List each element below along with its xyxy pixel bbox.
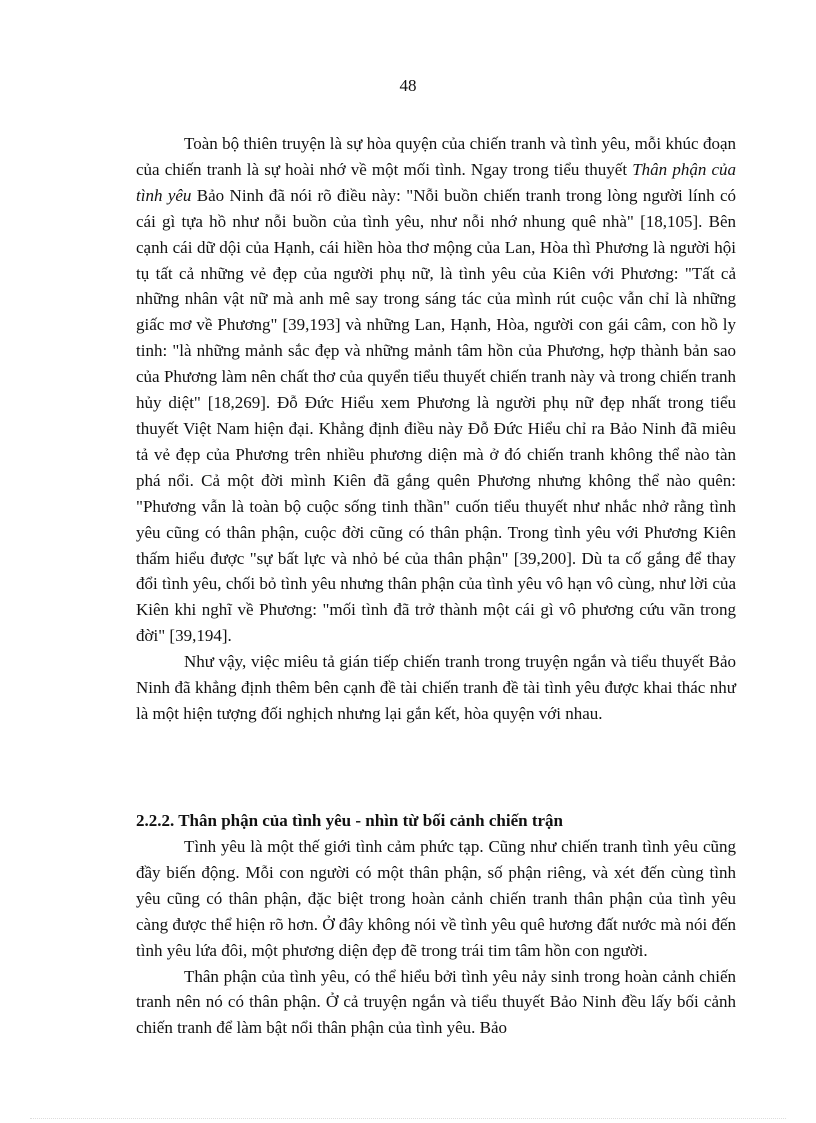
paragraph: [136, 131, 736, 649]
paragraph: Thân phận của tình yêu, có thể hiểu bởi tình yêu nảy sinh trong hoàn cảnh chiến tranh nên nó có thân phận. Ở cả truyện ngắn và tiểu thuyết Bảo Ninh đều lấy bối cảnh chiến tranh để làm bật nổi thân phận của tình yêu. Bảo: [136, 966, 736, 1038]
section-body-1: [136, 131, 736, 727]
book-title: Thân phận của tình yêu: [136, 159, 737, 205]
paragraph-text: Bảo Ninh đã nói rõ điều này: "Nỗi buồn chiến tranh trong lòng người lính có cái gì tựa hồ như nỗi buồn của tình yêu, như nỗi nhớ nhung quê nhà" [18,105]. Bên cạnh cái dữ dội của Hạnh, cái hiền hòa thơ mộng của Lan, Hòa thì Phương là người hội tụ tất cả những vẻ đẹp của người phụ nữ, là tình yêu của Kiên với Phương: "Tất cả những nhân vật nữ mà anh mê say trong sáng tác của mình rút cuộc vẫn chỉ là những giấc mơ về Phương" [39,193] và những Lan, Hạnh, Hòa, người con gái câm, con hồ ly tinh: "là những mảnh sắc đẹp và những mảnh tâm hồn của Phương, hợp thành bản sao của Phương làm nên chất thơ của quyển tiểu thuyết chiến tranh này và trong chiến tranh hủy diệt" [18,269]. Đỗ Đức Hiểu xem Phương là người phụ nữ đẹp nhất trong tiểu thuyết Việt Nam hiện đại. Khẳng định điều này Đỗ Đức Hiểu chỉ ra Bảo Ninh đã miêu tả vẻ đẹp của Phương trên nhiều phương diện mà ở đó chiến tranh không thể nào tàn phá nổi. Cả một đời mình Kiên đã gắng quên Phương nhưng không thể nào quên: "Phương vẫn là toàn bộ cuộc sống tinh thần" cuốn tiểu thuyết như nhắc nhở rằng tình yêu cũng có thân phận, cuộc đời cũng có thân phận. Trong tình yêu với Phương Kiên thấm hiểu được "sự bất lực và nhỏ bé của thân phận" [39,200]. Dù ta cố gắng để thay đổi tình yêu, chối bỏ tình yêu nhưng thân phận của tình yêu vô hạn vô cùng, như lời của Kiên khi nghĩ về Phương: "mối tình đã trở thành một cái gì vô phương cứu vãn trong đời" [39,194].: [136, 185, 736, 646]
page-bottom-divider: [30, 1118, 786, 1119]
section-heading: 2.2.2. Thân phận của tình yêu - nhìn từ bối cảnh chiến trận: [136, 811, 563, 830]
paragraph: Như vậy, việc miêu tả gián tiếp chiến tranh trong truyện ngắn và tiểu thuyết Bảo Ninh đã khẳng định thêm bên cạnh đề tài chiến tranh đề tài tình yêu được khai thác như là một hiện tượng đối nghịch nhưng lại gắn kết, hòa quyện với nhau.: [136, 652, 736, 723]
paragraph-text: Toàn bộ thiên truyện là sự hòa quyện của chiến tranh và tình yêu, mỗi khúc đoạn của chiến tranh là sự hoài nhớ về một mối tình. Ngay trong tiểu thuyết: [136, 134, 736, 179]
section-body-2: [136, 834, 736, 1041]
page-number: 48: [399, 76, 417, 95]
paragraph: Tình yêu là một thế giới tình cảm phức tạp. Cũng như chiến tranh tình yêu cũng đầy biến động. Mỗi con người có một thân phận, số phận riêng, và xét đến cùng tình yêu cũng có thân phận, đặc biệt trong hoàn cảnh chiến tranh thân phận của tình yêu càng được thể hiện rõ hơn. Ở đây không nói về tình yêu quê hương đất nước mà nói đến tình yêu lứa đôi, một phương diện đẹp đẽ trong trái tim tâm hồn con người.: [136, 837, 736, 960]
